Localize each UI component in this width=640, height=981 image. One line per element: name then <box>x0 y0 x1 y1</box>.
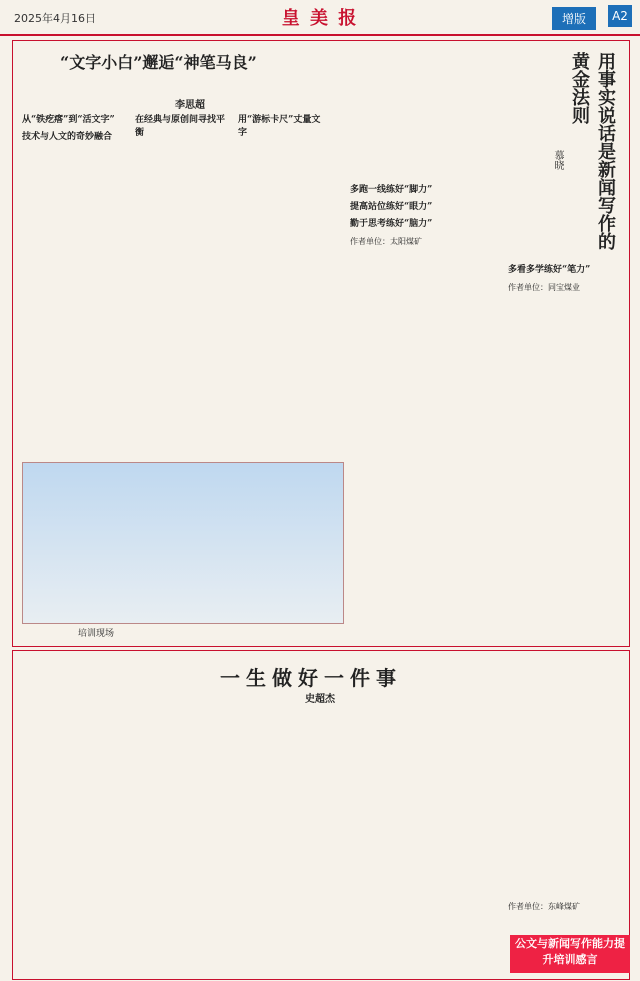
article1-col4 <box>350 180 445 610</box>
right-article-body <box>508 260 618 630</box>
right-article-title: 用事实说话是新闻写作的黄金法则 <box>569 52 616 250</box>
subhead: 技术与人文的奇妙融合 <box>22 132 113 142</box>
page-number: A2 <box>608 5 632 27</box>
subhead: 用“游标卡尺”丈量文字 <box>238 115 321 138</box>
masthead: 皇 美 报 <box>281 8 359 29</box>
article1-author: 李思超 <box>175 100 205 111</box>
article2-author-note: 作者单位：东峰煤矿 <box>508 902 580 911</box>
subhead: 勤于思考练好“脑力” <box>350 219 433 229</box>
article1-col3 <box>238 110 328 450</box>
article1-col1 <box>22 110 122 450</box>
photo-caption: 培训现场 <box>78 629 115 639</box>
subhead: 多看多学练好“笔力” <box>508 265 591 275</box>
right-article-author: 慕晓 <box>552 150 563 170</box>
edition-label: 增版 <box>552 7 596 30</box>
article1-col2 <box>135 110 225 450</box>
training-photo <box>22 462 344 624</box>
issue-date: 2025年4月16日 <box>14 12 96 25</box>
subhead: 提高站位练好“眼力” <box>350 202 433 212</box>
subhead: 从“铁疙瘩”到“活文字” <box>22 115 115 125</box>
right-author-note: 作者单位：同宝煤业 <box>508 283 580 292</box>
article2-title: 一生做好一件事 <box>220 666 402 690</box>
subhead: 多跑一线练好“脚力” <box>350 185 433 195</box>
subhead: 在经典与原创间寻找平衡 <box>135 115 225 138</box>
header-bar <box>0 0 640 36</box>
article1-author-note: 作者单位：太阳煤矿 <box>350 237 422 246</box>
article2-author: 史超杰 <box>305 694 335 705</box>
training-banner: 公文与新闻写作能力提升培训感言 <box>510 935 630 973</box>
article1-title: “文字小白”邂逅“神笔马良” <box>60 53 257 72</box>
